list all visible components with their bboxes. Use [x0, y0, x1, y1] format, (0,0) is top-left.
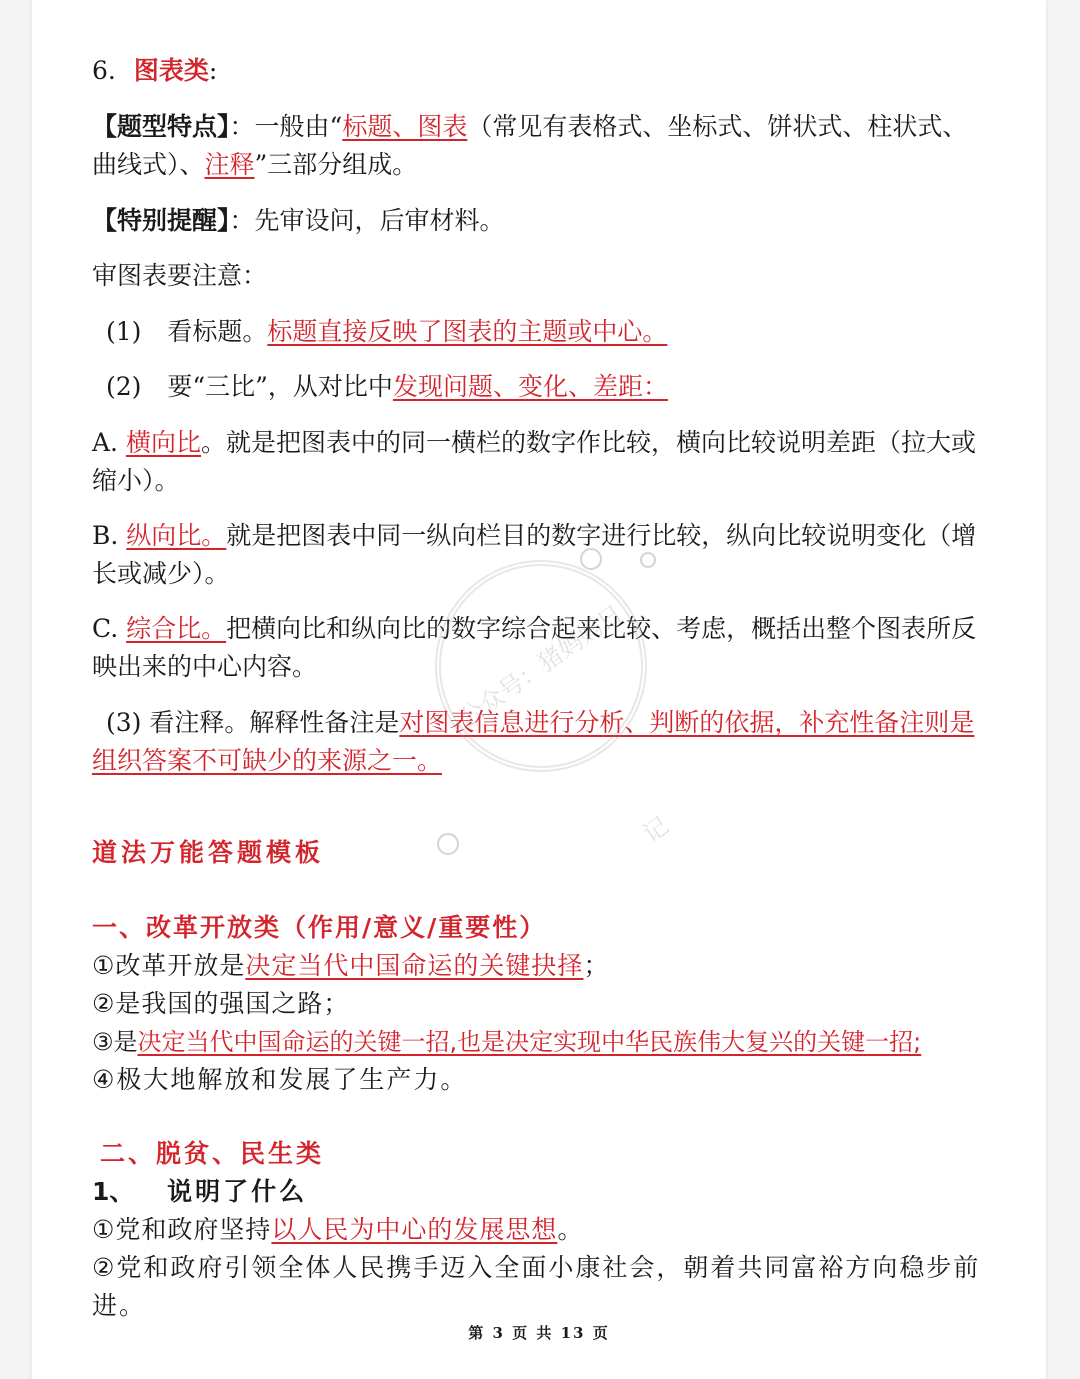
item-a-letter: A.: [92, 428, 119, 457]
template-title: 道法万能答题模板: [92, 838, 325, 867]
item-3: [92, 704, 992, 780]
features-label: 【题型特点】: [92, 112, 230, 141]
section-6-heading: [92, 52, 992, 90]
sec2-subheading: [92, 1173, 992, 1211]
sec1-line-3: [92, 1023, 992, 1061]
features-highlight-2: 注释: [204, 150, 255, 179]
sec2-sub-title: 说明了什么: [167, 1177, 308, 1206]
item-a: [92, 424, 992, 500]
item-a-text: 。就是把图表中的同一横栏的数字作比较，横向比较说明差距（拉大或缩小）。: [92, 428, 976, 495]
sec2-sub-number: 1、: [92, 1177, 135, 1206]
item-c-text: 把横向比和纵向比的数字综合起来比较、考虑，概括出整个图表所反映出来的中心内容。: [92, 614, 977, 681]
intro-line: 审图表要注意：: [92, 261, 268, 290]
reminder-sep: ：: [229, 206, 255, 235]
item-1-number: (1): [106, 317, 142, 346]
features-text-1: 一般由“: [254, 112, 343, 141]
item-2-highlight: 发现问题、变化、差距：: [392, 372, 668, 401]
reminder-paragraph: [92, 202, 992, 240]
sec2-line-1-highlight: 以人民为中心的发展思想: [271, 1215, 558, 1244]
sec1-line-2: ②是我国的强国之路；: [92, 989, 350, 1018]
sec2-line-2: ②党和政府引领全体人民携手迈入全面小康社会，朝着共同富裕方向稳步前进。: [92, 1253, 981, 1320]
sec2-line-1: [92, 1211, 992, 1249]
item-b-letter: B.: [92, 521, 119, 550]
sec2-line-1-text: ①党和政府坚持: [92, 1215, 272, 1244]
item-a-highlight: 横向比: [125, 428, 201, 457]
sec1-line-3-text: ③是: [92, 1028, 138, 1056]
item-b: [92, 517, 992, 593]
watermark-dot: [640, 552, 656, 568]
item-1-highlight: 标题直接反映了图表的主题或中心。: [267, 317, 668, 346]
section-title: 图表类: [133, 56, 209, 85]
section-number: 6.: [92, 56, 116, 85]
sec1-line-1-highlight: 决定当代中国命运的关键抉择: [245, 951, 584, 980]
watermark-dot: [580, 548, 602, 570]
reminder-text: 先审设问，后审材料。: [254, 206, 505, 235]
sec1-line-1-end: ；: [583, 951, 610, 980]
document-page: [32, 0, 1046, 1379]
sec1-line-1: [92, 947, 992, 985]
sec1-line-3-highlight: 决定当代中国命运的关键一招,也是决定实现中华民族伟大复兴的关键一招;: [137, 1028, 922, 1056]
item-c-letter: C.: [92, 614, 119, 643]
item-c-highlight: 综合比。: [126, 614, 227, 643]
item-2: [106, 368, 1006, 406]
item-c: [92, 610, 992, 686]
sec2-title: 二、脱贫、民生类: [100, 1139, 325, 1168]
sec2-line-1-end: 。: [557, 1215, 584, 1244]
item-3-number: (3): [106, 708, 142, 737]
item-3-text: 看注释。解释性备注是: [149, 708, 400, 737]
page-number-footer: 第 3 页 共 13 页: [468, 1324, 610, 1342]
item-1-text: 看标题。: [167, 317, 268, 346]
item-1: [106, 313, 1006, 351]
item-b-text: 就是把图表中同一纵向栏目的数字进行比较，纵向比较说明变化（增长或减少）。: [92, 521, 977, 588]
item-2-text: 要“三比”，从对比中: [167, 372, 393, 401]
features-highlight-1: 标题、图表: [342, 112, 468, 141]
item-2-number: (2): [106, 372, 142, 401]
features-text-3: ”三部分组成。: [254, 150, 418, 179]
watermark-text: 公众号：猪妈妈日记: [454, 599, 674, 849]
sec1-line-1-text: ①改革开放是: [92, 951, 246, 980]
section-colon: :: [208, 56, 218, 85]
item-b-highlight: 纵向比。: [126, 521, 227, 550]
features-text-2: （常见有表格式、坐标式、饼状式、柱状式、曲线式）、: [92, 112, 968, 179]
watermark-dot: [437, 833, 459, 855]
sec1-line-4: ④极大地解放和发展了生产力。: [92, 1065, 468, 1094]
reminder-label: 【特别提醒】: [92, 206, 230, 235]
item-3-highlight: 对图表信息进行分析、判断的依据，补充性备注则是组织答案不可缺少的来源之一。: [92, 708, 975, 775]
sec1-title: 一、改革开放类（作用/意义/重要性）: [92, 913, 547, 942]
features-paragraph: [92, 108, 992, 184]
features-sep: ：: [229, 112, 255, 141]
